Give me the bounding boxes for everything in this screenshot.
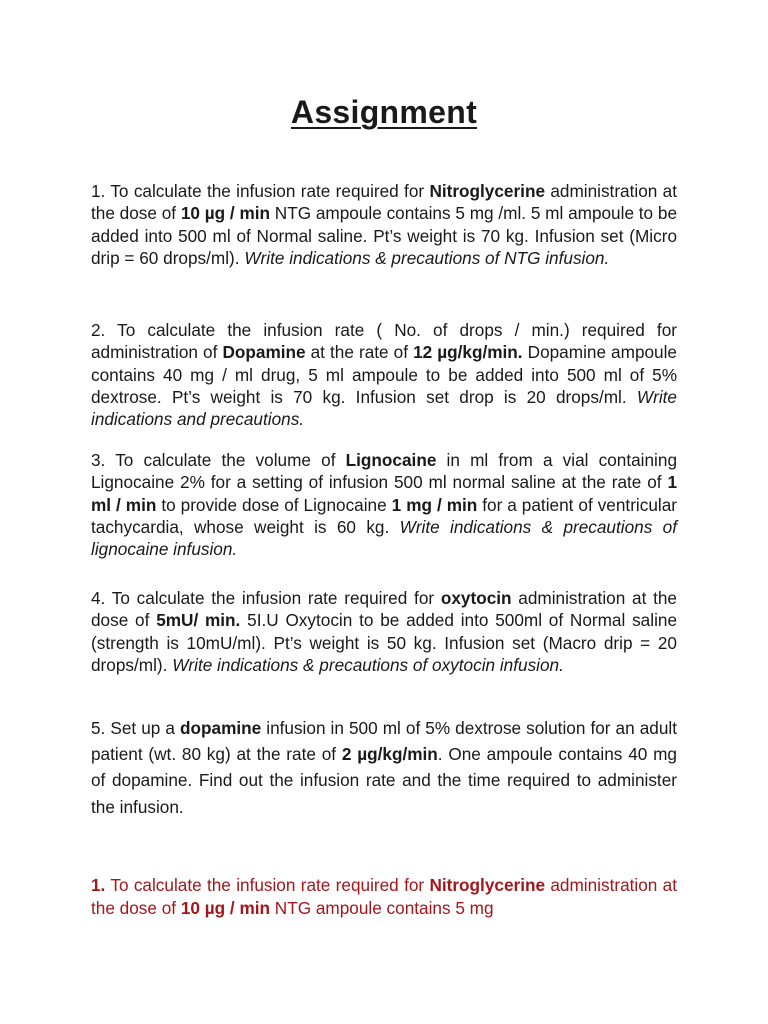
text-segment: . One ampoule contains 40 mg of dopamine. Find out the infusion rate and the time required to administer the infusion. xyxy=(91,744,677,817)
text-segment: administration at the dose of xyxy=(91,875,677,918)
answer-1 xyxy=(91,874,677,919)
text-segment: for a patient of ventricular tachycardia, whose weight is 60 kg. xyxy=(91,494,677,537)
text-segment: 4. To calculate the infusion rate required for xyxy=(91,588,441,608)
bold-text: 1 mg / min xyxy=(391,494,478,515)
text-segment: 5. Set up a xyxy=(91,718,181,738)
italic-instruction: Write indications & precautions of lignocaine infusion. xyxy=(91,516,677,560)
bold-text: 10 µg / min xyxy=(180,203,271,224)
bold-text: 5mU/ min. xyxy=(156,610,241,631)
question-2 xyxy=(91,319,677,430)
text-segment: administration at the dose of xyxy=(91,181,677,224)
text-segment: in ml from a vial containing Lignocaine 2% for a setting of infusion 500 ml normal saline at the rate of xyxy=(91,450,677,493)
italic-instruction: Write indications & precautions of oxytocin infusion. xyxy=(172,654,564,675)
text-segment: To calculate the infusion rate required for xyxy=(105,875,430,895)
bold-text: 10 µg / min xyxy=(180,897,271,918)
question-1 xyxy=(91,180,677,269)
bold-text: Nitroglycerine xyxy=(429,181,546,201)
text-segment: NTG ampoule contains 5 mg /ml. 5 ml ampoule to be added into 500 ml of Normal saline. Pt’s weight is 70 kg. Infusion set (Micro drip = 60 drops/ml). xyxy=(91,203,678,268)
italic-instruction: Write indications and precautions. xyxy=(91,386,677,430)
text-segment: 5I.U Oxytocin to be added into 500ml of Normal saline (strength is 10mU/ml). Pt’s weight is 50 kg. Infusion set (Macro drip = 20 drops/ml). xyxy=(91,610,678,675)
bold-text: dopamine xyxy=(180,718,262,738)
bold-text: Dopamine xyxy=(222,342,306,363)
question-3 xyxy=(91,449,677,560)
bold-text: 2 µg/kg/min xyxy=(341,744,438,765)
text-segment: at the rate of xyxy=(305,342,414,363)
text-segment: 1. To calculate the infusion rate required for xyxy=(91,181,430,201)
bold-text: oxytocin xyxy=(440,588,512,608)
bold-text: Lignocaine xyxy=(345,450,437,470)
bold-text: 12 µg/kg/min. xyxy=(413,342,523,363)
question-5 xyxy=(91,715,677,820)
text-segment: 3. To calculate the volume of xyxy=(91,450,346,470)
text-segment: NTG ampoule contains 5 mg xyxy=(270,897,494,918)
bold-text: Nitroglycerine xyxy=(429,875,546,895)
bold-text: 1. xyxy=(91,875,106,895)
text-segment: administration at the dose of xyxy=(91,588,677,631)
text-segment: infusion in 500 ml of 5% dextrose solution for an adult patient (wt. 80 kg) at the rate of xyxy=(91,718,677,765)
italic-instruction: Write indications & precautions of NTG infusion. xyxy=(244,247,610,268)
page-title: Assignment xyxy=(290,94,478,130)
question-4 xyxy=(91,587,677,676)
text-segment: Dopamine ampoule contains 40 mg / ml drug, 5 ml ampoule to be added into 500 ml of 5% dextrose. Pt’s weight is 70 kg. Infusion set drop is 20 drops/ml. xyxy=(91,342,677,407)
text-segment: 2. To calculate the infusion rate ( No. of drops / min.) required for administration of xyxy=(91,320,677,363)
bold-text: 1 ml / min xyxy=(91,472,677,515)
text-segment: to provide dose of Lignocaine xyxy=(156,494,392,515)
